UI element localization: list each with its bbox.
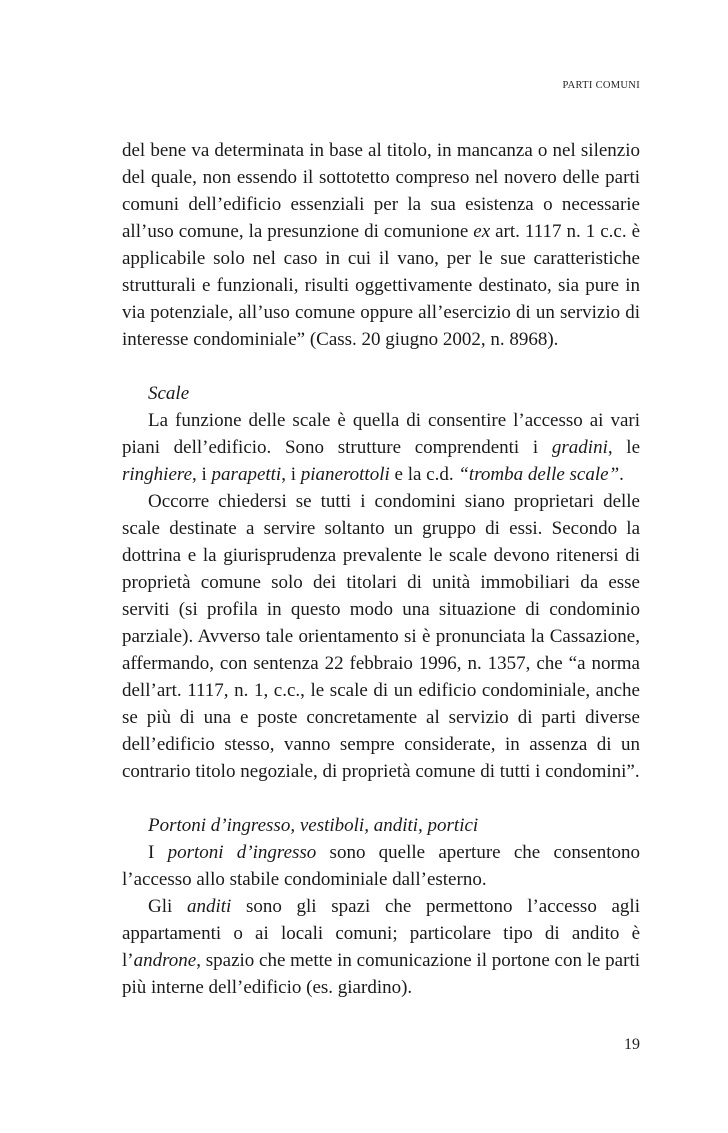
italic-run: anditi (186, 896, 232, 917)
italic-run: pianerottoli (300, 464, 390, 485)
paragraph-scale-ownership: Occorre chiedersi se tutti i condomini siano proprietari delle scale destinate a servire soltanto un gruppo di essi. Secondo la dottrina e la giurisprudenza prevalente le scale devono ritenersi di proprietà comune solo dei titolari di unità immobiliari da esse serviti (si profila in questo modo una situazione di condominio parziale). Avverso tale orientamento si è pronunciata la Cassazione, affermando, con sentenza 22 febbraio 1996, n. 1357, che “a norma dell’art. 1117, n. 1, c.c., le scale di un edificio condominiale, anche se più di una e poste concretamente al servizio di parti diverse dell’edificio stesso, vanno sempre considerate, in assenza di un contrario titolo negoziale, di proprietà comune di tutti i condomini”. (122, 491, 640, 782)
text-run: I (148, 842, 168, 863)
text-run: La funzione delle scale è quella di consentire l’accesso ai vari piani dell’edificio. Sono strutture comprendenti i (122, 410, 640, 458)
section-heading-portoni: Portoni d’ingresso, vestiboli, anditi, portici (148, 815, 479, 836)
text-run: e la c.d. (389, 464, 459, 485)
page-number: 19 (624, 1036, 640, 1053)
paragraph-scale-definition (122, 407, 640, 488)
running-head: PARTI COMUNI (562, 80, 640, 91)
text-run: art. 1117 n. 1 c.c. è applicabile solo nel caso in cui il vano, per le sue caratteristiche strutturali e funzionali, risulti oggettivamente destinato, sia pure in via potenziale, all’uso comune oppure all’esercizio di un servizio di interesse condominiale” (Cass. 20 giugno 2002, n. 8968). (122, 221, 640, 350)
italic-run: androne (133, 950, 197, 971)
text-run: sono gli spazi che permettono l’accesso agli appartamenti o ai locali comuni; particolare tipo di andito è l’ (122, 896, 640, 971)
section-heading-scale: Scale (148, 383, 190, 404)
text-run: Gli (148, 896, 187, 917)
text-run: , le (607, 437, 640, 458)
paragraph-portoni (122, 839, 640, 893)
text-run: , i (281, 464, 301, 485)
text-run: sono quelle aperture che consentono l’accesso allo stabile condominiale dall’esterno. (122, 842, 640, 890)
italic-run: portoni d’ingresso (167, 842, 317, 863)
section-gap (122, 785, 640, 812)
text-run: . (619, 464, 624, 485)
italic-run: “tromba delle scale” (458, 464, 620, 485)
section-gap (122, 353, 640, 380)
paragraph-continued (122, 137, 640, 353)
italic-run: ringhiere (122, 464, 193, 485)
text-run: , i (192, 464, 212, 485)
text-run: del bene va determinata in base al titolo, in mancanza o nel silenzio del quale, non essendo il sottotetto compreso nel novero delle parti comuni dell’edificio essenziali per la sua esistenza o necessarie all’uso comune, la presunzione di comunione (122, 140, 640, 242)
italic-run: ex (473, 221, 491, 242)
italic-run: gradini (551, 437, 608, 458)
italic-run: parapetti (211, 464, 282, 485)
paragraph-anditi (122, 893, 640, 1001)
text-run: , spazio che mette in comunicazione il portone con le parti più interne dell’edificio (es. giardino). (122, 950, 640, 998)
body-text (122, 137, 640, 1001)
